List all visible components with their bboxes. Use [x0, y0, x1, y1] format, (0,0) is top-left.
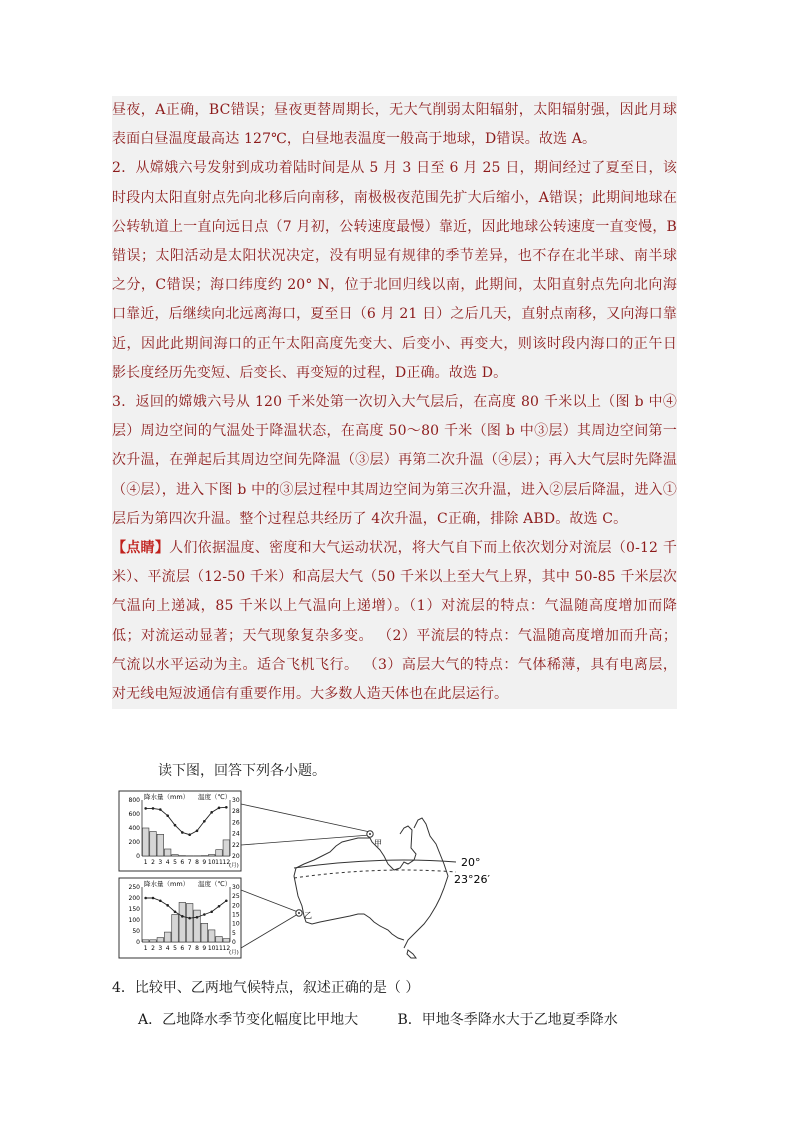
- chart-jia-month-unit: (月): [229, 863, 239, 869]
- chart-yi-temp-point: [181, 915, 184, 918]
- chart-jia-precip-bar: [223, 840, 230, 856]
- chart-jia-precip-bar: [216, 850, 223, 856]
- chart-jia-month-label: 3: [158, 859, 163, 866]
- chart-jia-month-label: 9: [202, 859, 207, 866]
- chart-yi-left-tick: 50: [132, 928, 140, 935]
- chart-yi-left-title: 降水量（mm）: [144, 880, 190, 888]
- chart-yi-right-tick: 20: [232, 902, 240, 910]
- chart-yi-precip-bar: [194, 910, 201, 942]
- chart-yi-temp-point: [152, 897, 155, 900]
- chart-jia-temp-point: [225, 806, 228, 809]
- chart-yi-month-label: 6: [180, 945, 185, 952]
- chart-jia-month-label: 10: [207, 859, 216, 866]
- answer-paragraph-1: 昼夜，A正确，BC错误；昼夜更替周期长，无大气削弱太阳辐射，太阳辐射强，因此月球表面白昼温度最高达 127℃，白昼地表温度一般高于地球，D错误。故选 A。: [112, 102, 677, 148]
- chart-yi-temp-point: [218, 905, 221, 908]
- chart-jia-temp-point: [188, 833, 191, 836]
- chart-yi-left-tick: 150: [128, 906, 140, 913]
- chart-yi-temp-point: [166, 904, 169, 907]
- location-jia-dot: [369, 833, 371, 835]
- chart-jia-right-tick: 22: [232, 841, 240, 849]
- connector-yi-top: [241, 890, 298, 912]
- chart-jia-left-tick: 400: [128, 825, 140, 832]
- climate-figure: [118, 790, 490, 960]
- chart-yi-temp-point: [144, 897, 147, 900]
- chart-jia-month-label: 1: [143, 859, 148, 866]
- chart-yi-month-label: 7: [187, 945, 192, 952]
- chart-yi-month-label: 12: [222, 945, 231, 952]
- chart-yi-left-tick: 0: [136, 939, 140, 946]
- option-b[interactable]: B．甲地冬季降水大于乙地夏季降水: [397, 1012, 618, 1028]
- question-intro: 读下图，回答下列各小题。: [158, 763, 326, 779]
- location-jia-label: 甲: [374, 839, 382, 848]
- question-4-stem: 4．比较甲、乙两地气候特点，叙述正确的是（ ）: [112, 980, 420, 996]
- chart-yi-right-tick: 25: [232, 893, 240, 901]
- chart-yi-month-label: 11: [215, 945, 223, 952]
- chart-yi-month-label: 1: [143, 945, 148, 952]
- chart-jia-right-tick: 26: [232, 819, 240, 827]
- chart-yi-temp-point: [196, 916, 199, 919]
- chart-yi-temp-point: [159, 899, 162, 902]
- answer-paragraph-3: 3．返回的嫦娥六号从 120 千米处第一次切入大气层后，在高度 80 千米以上（图 b 中④层）周边空间的气温处于降温状态，在高度 50～80 千米（图 b 中③层）其周边空间第一次升温，在弹起后其周边空间先降温（③层）再第二次升温（④层）；再入大气层时先降温（④层），进入下图 b 中的③层过程中其周边空间为第三次升温，进入②层后降温，进入①层后为第四次升温。整个过程总共经历了 4次升温，C正确，排除 ABD。故选 C。: [112, 394, 677, 527]
- chart-jia-month-label: 8: [195, 859, 199, 866]
- chart-jia-month-label: 12: [222, 859, 231, 866]
- chart-yi-right-tick: 10: [232, 920, 240, 928]
- chart-yi-right-tick: 15: [232, 911, 240, 919]
- question-4-options: [138, 1006, 698, 1034]
- chart-yi-month-label: 4: [165, 945, 170, 952]
- location-yi-dot: [298, 912, 300, 914]
- chart-jia-temp-point: [166, 814, 169, 817]
- chart-yi-month-label: 10: [207, 945, 216, 952]
- chart-yi-temp-point: [188, 917, 191, 920]
- chart-jia-precip-bar: [157, 834, 164, 856]
- chart-yi-precip-bar: [186, 904, 193, 943]
- chart-yi-left-tick: 100: [128, 917, 140, 924]
- chart-jia-temp-point: [159, 808, 162, 811]
- chart-yi-precip-bar: [150, 940, 157, 942]
- chart-yi-left-tick: 250: [128, 884, 140, 891]
- chart-jia-month-label: 5: [173, 859, 177, 866]
- chart-jia-precip-bar: [164, 849, 171, 856]
- connector-jia-top: [241, 804, 370, 832]
- answer-paragraph-2: 2．从嫦娥六号发射到成功着陆时间是从 5 月 3 日至 6 月 25 日，期间经过了夏至日，该时段内太阳直射点先向北移后向南移，南极极夜范围先扩大后缩小，A错误；此期间地球在公转轨道上一直向远日点（7 月初，公转速度最慢）靠近，因此地球公转速度一直变慢，B错误；太阳活动是太阳状况决定，没有明显有规律的季节差异，也不存在北半球、南半球之分，C错误；海口纬度约 20° N，位于北回归线以南，此期间，太阳直射点先向北向海口靠近，后继续向北远离海口，夏至日（6 月 21 日）之后几天，直射点南移，又向海口靠近，因此此期间海口的正午太阳高度先变大、后变小、再变大，则该时段内海口的正午日影长度经历先变短、后变长、再变短的过程，D正确。故选 D。: [112, 160, 677, 381]
- chart-yi-left-tick: 200: [128, 895, 140, 902]
- location-yi-label: 乙: [304, 911, 312, 920]
- chart-jia-left-tick: 800: [128, 797, 140, 804]
- chart-yi-right-tick: 5: [232, 929, 236, 937]
- connector-yi-bottom: [241, 914, 298, 948]
- chart-yi-month-label: 2: [151, 945, 155, 952]
- chart-jia-right-tick: 24: [232, 830, 240, 838]
- chart-jia-left-tick: 0: [136, 853, 140, 860]
- chart-jia-temp-point: [144, 807, 147, 810]
- tip-text: 人们依据温度、密度和大气运动状况，将大气自下而上依次划分对流层（0-12 千米）、平流层（12-50 千米）和高层大气（50 千米以上至大气上界，其中 50-85 千米层次气温向上递减，85 千米以上气温向上递增）。（1）对流层的特点：气温随高度增加而降低；对流运动显著；天气现象复杂多变。 （2）平流层的特点：气温随高度增加而升高；气流以水平运动为主。适合飞机飞行。 （3）高层大气的特点：气体稀薄，具有电离层，对无线电短波通信有重要作用。大多数人造天体也在此层运行。: [112, 540, 677, 703]
- chart-jia-left-tick: 200: [128, 839, 140, 846]
- chart-yi-month-label: 3: [158, 945, 163, 952]
- chart-yi-temp-point: [225, 899, 228, 902]
- chart-jia-precip-bar: [208, 855, 215, 856]
- chart-yi-precip-bar: [172, 915, 179, 943]
- chart-jia-temp-point: [152, 807, 155, 810]
- chart-yi-precip-bar: [208, 930, 215, 942]
- chart-yi-precip-bar: [179, 902, 186, 942]
- answer-explanation-block: [112, 96, 677, 709]
- chart-jia-right-tick: 30: [232, 797, 240, 804]
- chart-yi-precip-bar: [142, 940, 149, 942]
- chart-yi-precip-bar: [223, 939, 230, 942]
- chart-jia-month-label: 11: [215, 859, 223, 866]
- tropic-label: 23°26′: [454, 873, 490, 886]
- chart-jia-month-label: 4: [165, 859, 170, 866]
- chart-yi-precip-bar: [164, 932, 171, 942]
- chart-jia-precip-bar: [142, 828, 149, 856]
- chart-jia-precip-bar: [172, 855, 179, 856]
- chart-jia-left-title: 降水量（mm）: [144, 793, 190, 801]
- chart-yi-precip-bar: [216, 937, 223, 943]
- option-a[interactable]: A．乙地降水季节变化幅度比甲地大: [138, 1012, 359, 1028]
- chart-yi-month-label: 9: [202, 945, 207, 952]
- chart-jia-temp-point: [196, 830, 199, 833]
- chart-jia-temp-point: [218, 807, 221, 810]
- chart-yi-right-tick: 30: [232, 884, 240, 891]
- tropic-capricorn-line: [294, 870, 456, 878]
- tip-label: 【点睛】: [112, 540, 170, 557]
- chart-yi-month-label: 5: [173, 945, 177, 952]
- chart-jia-temp-point: [210, 811, 213, 814]
- chart-jia-month-label: 2: [151, 859, 155, 866]
- chart-yi-right-title: 温度（℃）: [198, 880, 232, 888]
- chart-yi-temp-point: [174, 910, 177, 913]
- chart-yi-right-tick: 0: [232, 939, 236, 946]
- chart-yi-precip-bar: [201, 923, 208, 942]
- climate-figure-svg: [118, 790, 490, 960]
- chart-yi-temp-point: [210, 910, 213, 913]
- chart-jia-temp-point: [174, 824, 177, 827]
- chart-jia-left-tick: 600: [128, 811, 140, 818]
- chart-jia-right-tick: 20: [232, 853, 240, 860]
- chart-jia-month-label: 6: [180, 859, 185, 866]
- chart-jia-month-label: 7: [187, 859, 192, 866]
- latitude-20-line: [294, 860, 456, 868]
- tip-paragraph: [112, 534, 677, 709]
- chart-yi-temp-point: [203, 913, 206, 916]
- chart-jia-temp-point: [203, 820, 206, 823]
- chart-yi-month-label: 8: [195, 945, 199, 952]
- latitude-20-label: 20°: [461, 856, 481, 869]
- chart-jia-temp-point: [181, 831, 184, 834]
- chart-jia-precip-bar: [150, 832, 157, 857]
- chart-yi-precip-bar: [157, 938, 164, 942]
- chart-jia-right-tick: 28: [232, 808, 240, 816]
- chart-jia-right-title: 温度（℃）: [198, 793, 232, 801]
- chart-yi-month-unit: (月): [229, 950, 239, 956]
